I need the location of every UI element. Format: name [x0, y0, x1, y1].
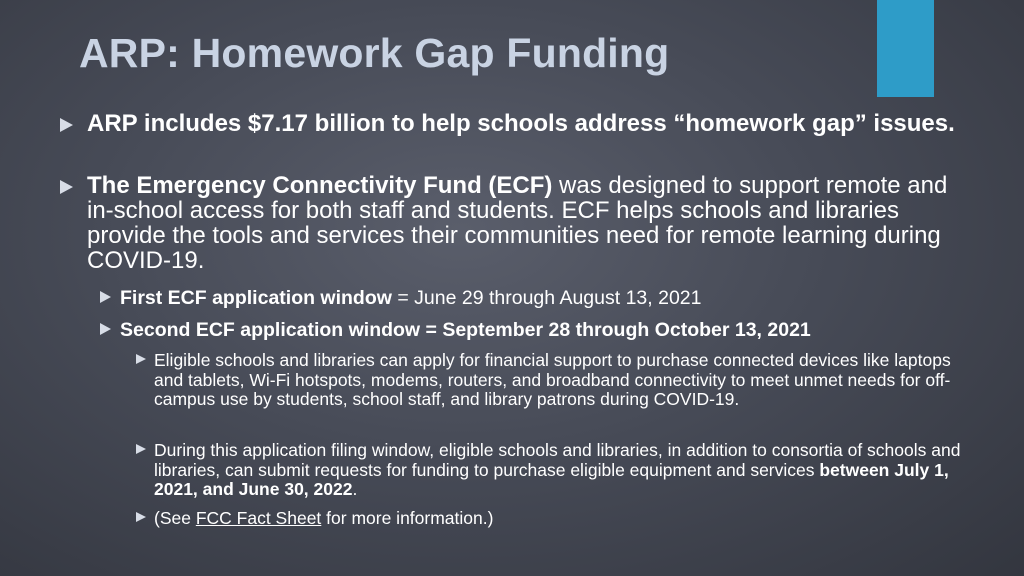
bullet-arrow-icon [100, 291, 111, 303]
bullet-text [120, 287, 1000, 309]
bullet-arrow-icon [136, 512, 146, 522]
accent-bar [877, 0, 934, 97]
ecf-description: was designed to support remote and in-school access for both staff and students. ECF helps schools and libraries provide the tools and services their communities need for remote learning during COVID-19. [87, 172, 948, 274]
fact-sheet-suffix: for more information.) [321, 508, 494, 528]
bullet-fact-sheet [136, 509, 974, 529]
bullet-text: Eligible schools and libraries can apply for financial support to purchase connected devices like laptops and tablets, Wi-Fi hotspots, modems, routers, and broadband connectivity to meet unmet needs for off-campus use by students, school staff, and library patrons during COVID-19. [154, 350, 951, 409]
bullet-arrow-icon [60, 180, 73, 194]
bullet-arrow-icon [136, 354, 146, 364]
bullet-text [154, 509, 974, 529]
filing-window-dates: between July 1, 2021, and June 30, 2022 [154, 459, 949, 499]
filing-window-text: During this application filing window, eligible schools and libraries, in addition to consortia of schools and libraries, can submit requests for funding to purchase eligible equipment and services [154, 440, 961, 480]
bullet-ecf [60, 173, 967, 273]
slide-title: ARP: Homework Gap Funding [79, 30, 670, 76]
bullet-text [154, 441, 974, 500]
bullet-filing-window [136, 441, 974, 500]
bullet-arrow-icon [60, 118, 73, 132]
first-window-label: First ECF application window [120, 287, 392, 309]
bullet-eligible-schools [136, 351, 974, 410]
fact-sheet-prefix: (See [154, 508, 196, 528]
ecf-name: The Emergency Connectivity Fund (ECF) [87, 172, 553, 199]
bullet-arrow-icon [136, 444, 146, 454]
bullet-text: ARP includes $7.17 billion to help schools address “homework gap” issues. [87, 110, 955, 137]
bullet-second-window [100, 319, 1000, 341]
bullet-arp-funding [60, 111, 967, 136]
filing-window-end: . [352, 479, 358, 499]
fcc-fact-sheet-link[interactable]: FCC Fact Sheet [195, 508, 322, 528]
bullet-arrow-icon [100, 323, 111, 335]
first-window-dates: = June 29 through August 13, 2021 [391, 287, 702, 309]
bullet-first-window [100, 287, 1000, 309]
bullet-text [87, 173, 967, 273]
bullet-text: Second ECF application window = September 28 through October 13, 2021 [120, 319, 811, 341]
